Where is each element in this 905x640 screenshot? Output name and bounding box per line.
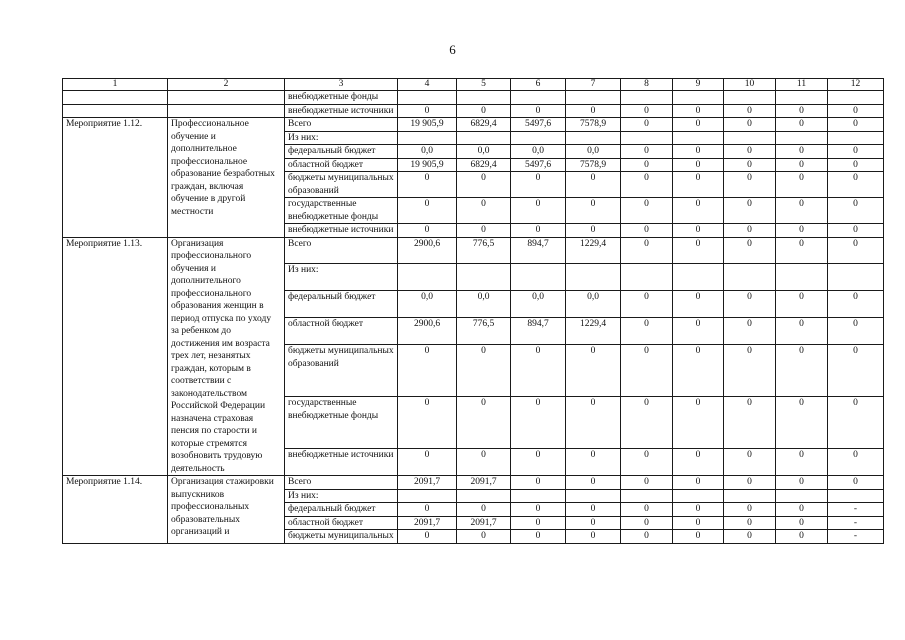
value-cell: 0: [673, 104, 724, 118]
funding-source-label: федеральный бюджет: [285, 145, 398, 159]
value-cell: 0: [511, 530, 566, 544]
value-cell: 0,0: [511, 291, 566, 318]
value-cell: 0: [566, 198, 621, 224]
value-cell: 0: [673, 198, 724, 224]
value-cell: [724, 131, 776, 145]
value-cell: 0: [828, 172, 884, 198]
section-description: Профессиональное обучение и дополнительное профессиональное образование безработных граждан, включая обучение в другой местности: [168, 118, 285, 238]
value-cell: [724, 264, 776, 291]
column-header: 8: [621, 79, 673, 91]
funding-source-label: Всего: [285, 118, 398, 132]
value-cell: 0: [724, 145, 776, 159]
funding-source-label: федеральный бюджет: [285, 291, 398, 318]
value-cell: 0,0: [566, 145, 621, 159]
value-cell: 0: [828, 318, 884, 345]
value-cell: 0: [776, 172, 828, 198]
value-cell: 0: [398, 198, 457, 224]
value-cell: 0: [621, 104, 673, 118]
column-header: 5: [457, 79, 511, 91]
value-cell: [457, 91, 511, 105]
value-cell: 0: [621, 291, 673, 318]
value-cell: [724, 489, 776, 503]
value-cell: 0: [776, 449, 828, 476]
value-cell: 0: [621, 118, 673, 132]
value-cell: [673, 131, 724, 145]
value-cell: 0: [457, 172, 511, 198]
funding-source-label: внебюджетные источники: [285, 449, 398, 476]
value-cell: 0: [724, 104, 776, 118]
column-header: 3: [285, 79, 398, 91]
value-cell: 0: [776, 198, 828, 224]
value-cell: 0: [621, 449, 673, 476]
value-cell: 0: [398, 449, 457, 476]
value-cell: 0: [776, 158, 828, 172]
value-cell: [398, 264, 457, 291]
value-cell: 0: [511, 198, 566, 224]
value-cell: 7578,9: [566, 118, 621, 132]
value-cell: [828, 489, 884, 503]
value-cell: 894,7: [511, 237, 566, 264]
value-cell: 0: [828, 198, 884, 224]
value-cell: -: [828, 530, 884, 544]
value-cell: 0: [566, 516, 621, 530]
value-cell: 776,5: [457, 237, 511, 264]
value-cell: 0: [724, 449, 776, 476]
value-cell: 0: [398, 345, 457, 397]
value-cell: 0: [828, 145, 884, 159]
funding-source-label: Из них:: [285, 131, 398, 145]
value-cell: 0: [566, 530, 621, 544]
value-cell: 894,7: [511, 318, 566, 345]
value-cell: 0,0: [398, 145, 457, 159]
value-cell: 0: [511, 476, 566, 490]
value-cell: [566, 489, 621, 503]
value-cell: [566, 131, 621, 145]
funding-source-label: государственные внебюджетные фонды: [285, 198, 398, 224]
header-row: [63, 79, 884, 91]
value-cell: 0: [621, 503, 673, 517]
value-cell: 0: [398, 172, 457, 198]
value-cell: 0: [621, 172, 673, 198]
value-cell: 0: [673, 449, 724, 476]
value-cell: [621, 264, 673, 291]
value-cell: 0: [673, 318, 724, 345]
section-description-cell: [168, 104, 285, 118]
value-cell: 0: [828, 158, 884, 172]
value-cell: 0,0: [457, 145, 511, 159]
value-cell: 0: [724, 476, 776, 490]
value-cell: 0: [776, 530, 828, 544]
value-cell: 0: [398, 503, 457, 517]
section-description: Организация профессионального обучения и дополнительного профессионального образования женщин в период отпуска по уходу за ребенком до достижения им возраста трех лет, незанятых граждан, которым в соответствии с законодательством Российской Федерации назначена страховая пенсия по старости и которые стремятся возобновить трудовую деятельность: [168, 237, 285, 476]
value-cell: 0: [828, 237, 884, 264]
table-row: [63, 237, 884, 264]
value-cell: 0: [457, 503, 511, 517]
value-cell: 0,0: [398, 291, 457, 318]
value-cell: 19 905,9: [398, 158, 457, 172]
value-cell: 5497,6: [511, 118, 566, 132]
value-cell: 0: [621, 237, 673, 264]
value-cell: 0: [673, 145, 724, 159]
value-cell: 0: [724, 198, 776, 224]
value-cell: 0: [621, 476, 673, 490]
value-cell: 0: [398, 530, 457, 544]
table-row: [63, 104, 884, 118]
value-cell: [776, 131, 828, 145]
value-cell: 0: [776, 291, 828, 318]
value-cell: 0: [673, 291, 724, 318]
value-cell: 0: [621, 198, 673, 224]
funding-source-label: внебюджетные фонды: [285, 91, 398, 105]
value-cell: 0: [776, 397, 828, 449]
value-cell: [828, 131, 884, 145]
value-cell: 0: [566, 449, 621, 476]
funding-source-label: внебюджетные источники: [285, 104, 398, 118]
value-cell: 0: [457, 530, 511, 544]
section-name-cell: [63, 104, 168, 118]
value-cell: 0: [566, 476, 621, 490]
value-cell: [511, 489, 566, 503]
value-cell: 0: [621, 318, 673, 345]
value-cell: 6829,4: [457, 158, 511, 172]
value-cell: 2091,7: [457, 516, 511, 530]
value-cell: [776, 91, 828, 105]
value-cell: 0: [398, 104, 457, 118]
column-header: 1: [63, 79, 168, 91]
value-cell: 0: [776, 516, 828, 530]
value-cell: 0: [566, 172, 621, 198]
value-cell: 0: [673, 397, 724, 449]
value-cell: 0: [724, 530, 776, 544]
value-cell: 2900,6: [398, 318, 457, 345]
value-cell: 0: [621, 530, 673, 544]
value-cell: 0: [673, 530, 724, 544]
value-cell: 776,5: [457, 318, 511, 345]
value-cell: 0: [457, 224, 511, 238]
section-description-cell: [168, 91, 285, 105]
value-cell: 1229,4: [566, 237, 621, 264]
value-cell: 0,0: [511, 145, 566, 159]
value-cell: 0: [724, 516, 776, 530]
funding-source-label: областной бюджет: [285, 516, 398, 530]
value-cell: [511, 131, 566, 145]
value-cell: 0: [511, 503, 566, 517]
funding-source-label: Из них:: [285, 264, 398, 291]
value-cell: 0: [566, 224, 621, 238]
funding-source-label: бюджеты муниципальных образований: [285, 345, 398, 397]
value-cell: 0: [511, 397, 566, 449]
value-cell: 0: [724, 318, 776, 345]
value-cell: 5497,6: [511, 158, 566, 172]
value-cell: [724, 91, 776, 105]
value-cell: 0: [724, 118, 776, 132]
value-cell: 0,0: [457, 291, 511, 318]
value-cell: [566, 91, 621, 105]
value-cell: 0: [724, 291, 776, 318]
value-cell: [776, 264, 828, 291]
value-cell: 0: [828, 118, 884, 132]
value-cell: -: [828, 503, 884, 517]
value-cell: 0: [776, 145, 828, 159]
value-cell: 0: [776, 237, 828, 264]
section-name: Мероприятие 1.14.: [63, 476, 168, 544]
section-name-cell: [63, 91, 168, 105]
funding-source-label: внебюджетные источники: [285, 224, 398, 238]
value-cell: [566, 264, 621, 291]
value-cell: -: [828, 516, 884, 530]
funding-source-label: федеральный бюджет: [285, 503, 398, 517]
value-cell: 0: [724, 237, 776, 264]
value-cell: [511, 264, 566, 291]
value-cell: 0: [621, 516, 673, 530]
value-cell: [621, 131, 673, 145]
column-header: 9: [673, 79, 724, 91]
funding-source-label: Из них:: [285, 489, 398, 503]
value-cell: 0: [621, 224, 673, 238]
value-cell: 0: [566, 104, 621, 118]
value-cell: 1229,4: [566, 318, 621, 345]
value-cell: [398, 131, 457, 145]
funding-source-label: государственные внебюджетные фонды: [285, 397, 398, 449]
value-cell: 0: [828, 345, 884, 397]
value-cell: 0: [724, 224, 776, 238]
column-header: 11: [776, 79, 828, 91]
value-cell: 0: [673, 224, 724, 238]
value-cell: 0: [511, 224, 566, 238]
value-cell: 0,0: [566, 291, 621, 318]
value-cell: 0: [566, 345, 621, 397]
value-cell: 0: [457, 345, 511, 397]
value-cell: 0: [776, 476, 828, 490]
value-cell: 0: [673, 476, 724, 490]
value-cell: 0: [673, 118, 724, 132]
funding-source-label: бюджеты муниципальных образований: [285, 172, 398, 198]
value-cell: 0: [511, 345, 566, 397]
section-name: Мероприятие 1.13.: [63, 237, 168, 476]
funding-source-label: бюджеты муниципальных: [285, 530, 398, 544]
value-cell: 0: [457, 104, 511, 118]
value-cell: 2900,6: [398, 237, 457, 264]
column-header: 7: [566, 79, 621, 91]
value-cell: 0: [724, 503, 776, 517]
value-cell: 0: [511, 516, 566, 530]
value-cell: [457, 489, 511, 503]
funding-source-label: областной бюджет: [285, 318, 398, 345]
value-cell: 0: [828, 449, 884, 476]
value-cell: 0: [398, 224, 457, 238]
value-cell: [457, 131, 511, 145]
value-cell: 7578,9: [566, 158, 621, 172]
page-number: 6: [449, 42, 456, 57]
value-cell: 0: [673, 237, 724, 264]
value-cell: 6829,4: [457, 118, 511, 132]
value-cell: 0: [828, 224, 884, 238]
value-cell: 0: [457, 449, 511, 476]
value-cell: [511, 91, 566, 105]
section-name: Мероприятие 1.12.: [63, 118, 168, 238]
value-cell: 0: [673, 503, 724, 517]
column-header: 6: [511, 79, 566, 91]
value-cell: 0: [724, 397, 776, 449]
table-row: [63, 476, 884, 490]
value-cell: 0: [776, 345, 828, 397]
value-cell: 0: [828, 476, 884, 490]
value-cell: [673, 264, 724, 291]
column-header: 2: [168, 79, 285, 91]
value-cell: [776, 489, 828, 503]
value-cell: 0: [457, 397, 511, 449]
column-header: 4: [398, 79, 457, 91]
value-cell: 0: [776, 118, 828, 132]
value-cell: [673, 91, 724, 105]
value-cell: [621, 91, 673, 105]
value-cell: 0: [566, 503, 621, 517]
value-cell: 0: [566, 397, 621, 449]
value-cell: 0: [511, 104, 566, 118]
value-cell: 19 905,9: [398, 118, 457, 132]
value-cell: 0: [621, 145, 673, 159]
value-cell: 0: [828, 104, 884, 118]
funding-source-label: областной бюджет: [285, 158, 398, 172]
value-cell: 0: [724, 345, 776, 397]
section-description: Организация стажировки выпускников профессиональных образовательных организаций и: [168, 476, 285, 544]
value-cell: [398, 489, 457, 503]
value-cell: 0: [398, 397, 457, 449]
table-row: [63, 91, 884, 105]
budget-table: [62, 78, 884, 544]
value-cell: 0: [776, 318, 828, 345]
value-cell: 0: [457, 198, 511, 224]
value-cell: [621, 489, 673, 503]
value-cell: 2091,7: [398, 476, 457, 490]
value-cell: [828, 91, 884, 105]
value-cell: 0: [673, 516, 724, 530]
value-cell: [457, 264, 511, 291]
value-cell: 0: [673, 172, 724, 198]
column-header: 12: [828, 79, 884, 91]
value-cell: 0: [776, 104, 828, 118]
value-cell: 2091,7: [457, 476, 511, 490]
funding-source-label: Всего: [285, 476, 398, 490]
value-cell: [673, 489, 724, 503]
value-cell: [398, 91, 457, 105]
value-cell: 0: [828, 291, 884, 318]
value-cell: 0: [673, 345, 724, 397]
value-cell: 0: [673, 158, 724, 172]
value-cell: 2091,7: [398, 516, 457, 530]
value-cell: 0: [511, 172, 566, 198]
value-cell: 0: [724, 158, 776, 172]
column-header: 10: [724, 79, 776, 91]
value-cell: 0: [776, 224, 828, 238]
value-cell: [828, 264, 884, 291]
value-cell: 0: [621, 397, 673, 449]
value-cell: 0: [511, 449, 566, 476]
value-cell: 0: [828, 397, 884, 449]
funding-source-label: Всего: [285, 237, 398, 264]
value-cell: 0: [621, 158, 673, 172]
table-row: [63, 118, 884, 132]
value-cell: 0: [621, 345, 673, 397]
value-cell: 0: [724, 172, 776, 198]
value-cell: 0: [776, 503, 828, 517]
